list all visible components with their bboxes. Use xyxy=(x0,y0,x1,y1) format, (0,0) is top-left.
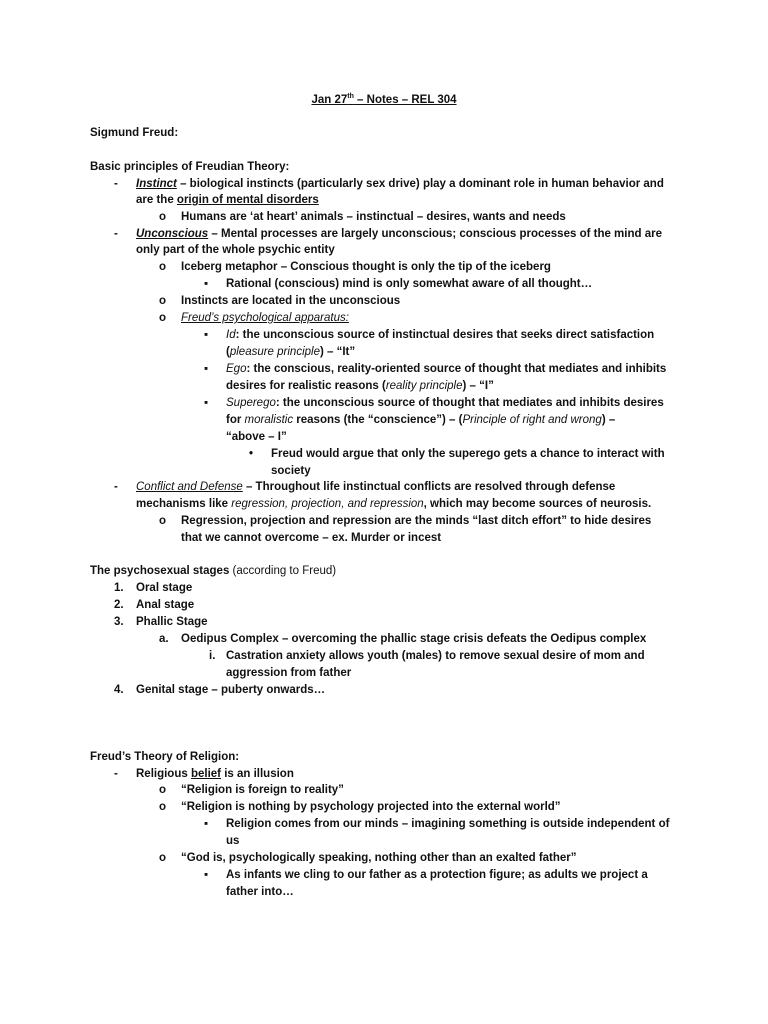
number-marker: 3. xyxy=(114,616,124,628)
ego-text-1: : the conscious, reality-oriented source of thought that mediates and inhibits xyxy=(246,363,667,375)
conflict-mechanisms: mechanisms like xyxy=(136,498,232,510)
ego-text-2: desires for realistic reasons ( xyxy=(226,380,386,392)
society-line-2: society xyxy=(271,465,311,477)
unconscious-line-2: only part of the whole psychic entity xyxy=(136,244,335,256)
principle-right-wrong: Principle of right and wrong xyxy=(462,414,602,426)
conflict-line-2 xyxy=(136,497,651,511)
dash-marker: - xyxy=(114,228,118,240)
heading-sigmund-freud: Sigmund Freud: xyxy=(90,127,179,139)
instinct-line-2 xyxy=(136,193,319,207)
oedipus-complex: Oedipus Complex – overcoming the phallic stage crisis defeats the Oedipus complex xyxy=(181,633,647,645)
psychosexual-title: The psychosexual stages xyxy=(90,565,230,577)
dash-marker: - xyxy=(114,768,118,780)
conflict-neurosis: , which may become sources of neurosis. xyxy=(423,498,652,510)
id-line-2 xyxy=(226,345,355,359)
superego-line-1 xyxy=(226,396,664,410)
instinct-text-1: – biological instincts (particularly sex drive) play a dominant role in human behavior and xyxy=(176,178,664,190)
superego-for: for xyxy=(226,414,245,426)
moralistic: moralistic xyxy=(244,414,294,426)
stage-genital: Genital stage – puberty onwards… xyxy=(136,684,326,696)
ego-line-2 xyxy=(226,379,494,393)
number-marker: 1. xyxy=(114,582,124,594)
stage-phallic: Phallic Stage xyxy=(136,616,208,628)
conflict-line-1 xyxy=(136,480,615,494)
title-ordinal: th xyxy=(347,93,354,101)
god-exalted-father: “God is, psychologically speaking, nothing other than an exalted father” xyxy=(181,852,577,864)
circle-marker: o xyxy=(159,261,167,273)
psychosexual-source: (according to Freud) xyxy=(229,565,337,577)
square-bullet: ▪ xyxy=(204,397,209,409)
psychological-apparatus: Freud’s psychological apparatus: xyxy=(181,312,349,324)
circle-marker: o xyxy=(159,211,167,223)
instinct-line-1 xyxy=(136,177,664,191)
superego-line-3: “above – I” xyxy=(226,431,287,443)
infants-line-2: father into… xyxy=(226,886,294,898)
ego-text-2-end: ) – “I” xyxy=(462,380,494,392)
defense-mechanisms: regression, projection, and repression xyxy=(231,498,424,510)
letter-marker: a. xyxy=(159,633,169,645)
regression-line-1: Regression, projection and repression are the minds “last ditch effort” to hide desires xyxy=(181,515,652,527)
page-title xyxy=(0,93,768,107)
term-ego: Ego xyxy=(226,363,247,375)
religion-foreign: “Religion is foreign to reality” xyxy=(181,784,344,796)
id-paren-open: ( xyxy=(226,346,230,358)
roman-marker: i. xyxy=(209,650,216,662)
religious-belief xyxy=(136,767,294,781)
heading-psychosexual xyxy=(90,564,336,578)
circle-marker: o xyxy=(159,312,167,324)
conflict-text-1: – Throughout life instinctual conflicts are resolved through defense xyxy=(242,481,616,493)
circle-marker: o xyxy=(159,295,167,307)
term-superego: Superego xyxy=(226,397,276,409)
dot-bullet: • xyxy=(249,448,254,460)
origin-of-mental-disorders: origin of mental disorders xyxy=(176,194,319,206)
belief-word: belief xyxy=(190,768,221,780)
belief-pre: Religious xyxy=(136,768,191,780)
iceberg-metaphor: Iceberg metaphor – Conscious thought is only the tip of the iceberg xyxy=(181,261,551,273)
term-id: Id xyxy=(226,329,236,341)
heading-religion: Freud’s Theory of Religion: xyxy=(90,751,240,763)
square-bullet: ▪ xyxy=(204,818,209,830)
stage-anal: Anal stage xyxy=(136,599,195,611)
number-marker: 2. xyxy=(114,599,124,611)
title-date: Jan 27 xyxy=(311,94,348,106)
minds-line-2: us xyxy=(226,835,240,847)
infants-line-1: As infants we cling to our father as a protection figure; as adults we project a xyxy=(226,869,648,881)
ego-line-1 xyxy=(226,362,666,376)
superego-text-1: : the unconscious source of thought that mediates and inhibits desires xyxy=(275,397,664,409)
id-text-1: : the unconscious source of instinctual desires that seeks direct satisfaction xyxy=(235,329,655,341)
stage-oral: Oral stage xyxy=(136,582,193,594)
instincts-located: Instincts are located in the unconscious xyxy=(181,295,401,307)
dash-marker: - xyxy=(114,178,118,190)
circle-marker: o xyxy=(159,784,167,796)
castration-line-1: Castration anxiety allows youth (males) to remove sexual desire of mom and xyxy=(226,650,645,662)
term-unconscious: Unconscious xyxy=(136,228,209,240)
square-bullet: ▪ xyxy=(204,329,209,341)
unconscious-line-1 xyxy=(136,227,662,241)
square-bullet: ▪ xyxy=(204,363,209,375)
title-rest: – Notes – REL 304 xyxy=(353,94,457,106)
square-bullet: ▪ xyxy=(204,869,209,881)
religion-projected: “Religion is nothing by psychology projected into the external world” xyxy=(181,801,561,813)
number-marker: 4. xyxy=(114,684,124,696)
instinct-text-2: are the xyxy=(136,194,177,206)
circle-marker: o xyxy=(159,852,167,864)
term-instinct: Instinct xyxy=(136,178,177,190)
minds-line-1: Religion comes from our minds – imagining something is outside independent of xyxy=(226,818,670,830)
circle-marker: o xyxy=(159,515,167,527)
term-conflict-defense: Conflict and Defense xyxy=(136,481,243,493)
circle-marker: o xyxy=(159,801,167,813)
regression-line-2: that we cannot overcome – ex. Murder or incest xyxy=(181,532,442,544)
superego-conscience: reasons (the “conscience”) – ( xyxy=(293,414,463,426)
castration-line-2: aggression from father xyxy=(226,667,352,679)
rational-mind: Rational (conscious) mind is only somewhat aware of all thought… xyxy=(226,278,593,290)
instinct-sub-humans: Humans are ‘at heart’ animals – instinctual – desires, wants and needs xyxy=(181,211,566,223)
square-bullet: ▪ xyxy=(204,278,209,290)
id-line-1 xyxy=(226,328,654,342)
society-line-1: Freud would argue that only the superego gets a chance to interact with xyxy=(271,448,665,460)
unconscious-text-1: – Mental processes are largely unconscious; conscious processes of the mind are xyxy=(208,228,662,240)
superego-line-2 xyxy=(226,413,615,427)
id-paren-close: ) – “It” xyxy=(319,346,356,358)
superego-dash: ) – xyxy=(601,414,616,426)
reality-principle: reality principle xyxy=(385,380,463,392)
heading-basic-principles: Basic principles of Freudian Theory: xyxy=(90,161,290,173)
pleasure-principle: pleasure principle xyxy=(229,346,320,358)
belief-post: is an illusion xyxy=(221,768,294,780)
dash-marker: - xyxy=(114,481,118,493)
